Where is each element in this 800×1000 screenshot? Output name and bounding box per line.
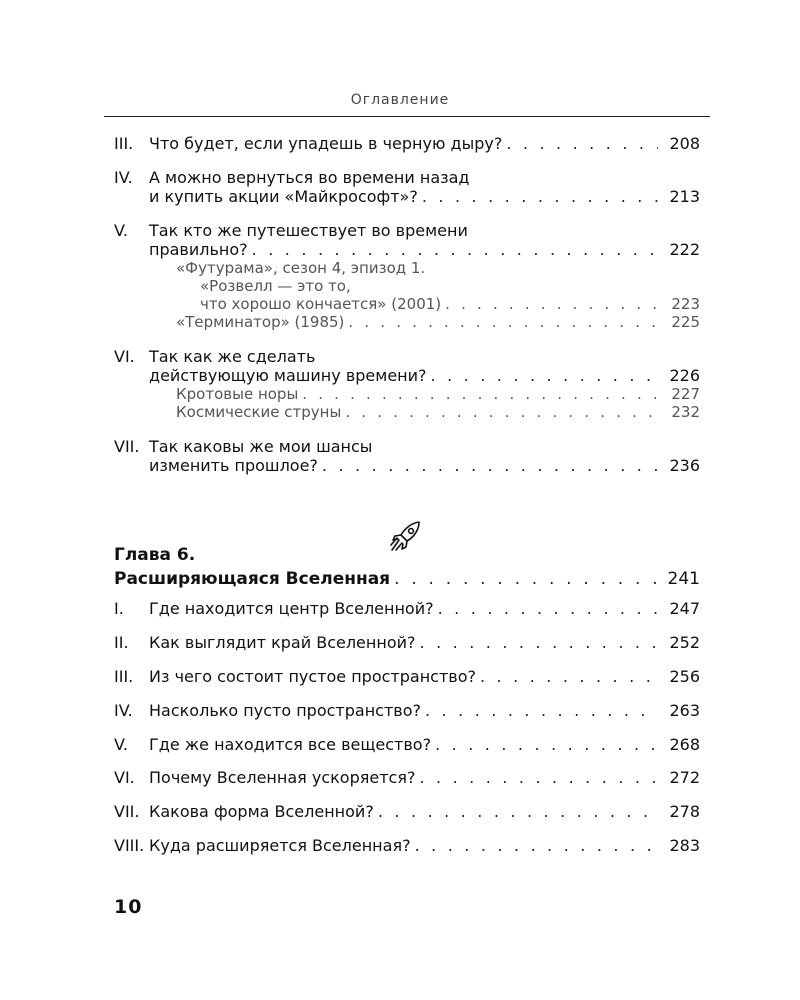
entry-number: II. xyxy=(114,633,129,652)
toc-entry-b-4 xyxy=(114,735,700,754)
entry-title: Почему Вселенная ускоряется? xyxy=(149,768,416,787)
entry-title-cont: изменить прошлое? xyxy=(149,456,318,475)
entry-number: VII. xyxy=(114,802,140,821)
toc-entry-b-6 xyxy=(114,802,700,821)
entry-number: VI. xyxy=(114,768,135,787)
chapter-page: 241 xyxy=(667,569,700,589)
entry-number: VII. xyxy=(114,437,140,456)
entry-title: Как выглядит край Вселенной? xyxy=(149,633,416,652)
chapter-heading xyxy=(114,543,700,591)
entry-page: 283 xyxy=(669,836,700,855)
entry-number: I. xyxy=(114,599,124,618)
entry-number: IV. xyxy=(114,168,133,187)
subentry-title: Кротовые норы xyxy=(176,385,299,403)
running-head: Оглавление xyxy=(350,92,450,108)
entry-number: VI. xyxy=(114,347,135,366)
subentry-title: Космические струны xyxy=(176,403,342,421)
entry-title-cont: правильно? xyxy=(149,240,248,259)
entry-title-cont: действующую машину времени? xyxy=(149,366,427,385)
subentry-page: 225 xyxy=(671,313,700,331)
entry-page: 213 xyxy=(669,187,700,206)
toc-entry-a-4 xyxy=(114,437,700,475)
entry-number: VIII. xyxy=(114,836,145,855)
entry-number: V. xyxy=(114,735,128,754)
entry-number: III. xyxy=(114,667,134,686)
subentry-title-cont: «Розвелл — это то, xyxy=(200,277,351,295)
entry-page: 222 xyxy=(669,240,700,259)
toc-entry-b-5 xyxy=(114,768,700,787)
entry-page: 252 xyxy=(669,633,700,652)
subentry-title-cont: что хорошо кончается» (2001) xyxy=(200,295,442,313)
entry-page: 208 xyxy=(669,134,700,153)
entry-title: Куда расширяется Вселенная? xyxy=(149,836,411,855)
subentry-title: «Футурама», сезон 4, эпизод 1. xyxy=(176,259,426,277)
toc-entry-b-3 xyxy=(114,701,700,720)
entry-title: Что будет, если упадешь в черную дыру? xyxy=(149,134,503,153)
entry-title: Так как же сделать xyxy=(149,347,316,366)
entry-page: 247 xyxy=(669,599,700,618)
subentry-page: 232 xyxy=(671,403,700,421)
entry-title: Так каковы же мои шансы xyxy=(149,437,373,456)
entry-page: 268 xyxy=(669,735,700,754)
subentry-title: «Терминатор» (1985) xyxy=(176,313,345,331)
entry-number: V. xyxy=(114,221,128,240)
entry-page: 236 xyxy=(669,456,700,475)
entry-title: Так кто же путешествует во времени xyxy=(149,221,468,240)
entry-title: Насколько пусто пространство? xyxy=(149,701,421,720)
entry-title: Какова форма Вселенной? xyxy=(149,802,374,821)
entry-title: Где находится центр Вселенной? xyxy=(149,599,434,618)
subentry-page: 227 xyxy=(671,385,700,403)
entry-page: 263 xyxy=(669,701,700,720)
header-rule xyxy=(104,116,710,117)
entry-number: IV. xyxy=(114,701,133,720)
entry-title: Из чего состоит пустое пространство? xyxy=(149,667,476,686)
entry-title: А можно вернуться во времени назад xyxy=(149,168,470,187)
toc-entry-b-7 xyxy=(114,836,700,855)
subentry-page: 223 xyxy=(671,295,700,313)
toc-entry-b-1 xyxy=(114,633,700,652)
entry-page: 278 xyxy=(669,802,700,821)
chapter-title: Расширяющаяся Вселенная xyxy=(114,569,391,589)
entry-page: 256 xyxy=(669,667,700,686)
entry-number: III. xyxy=(114,134,134,153)
toc-entry-b-2 xyxy=(114,667,700,686)
chapter-label: Глава 6. xyxy=(114,545,196,565)
entry-page: 226 xyxy=(669,366,700,385)
toc-entry-a-1 xyxy=(114,168,700,206)
entry-page: 272 xyxy=(669,768,700,787)
toc-entry-a-2 xyxy=(114,221,700,331)
toc-entry-a-3 xyxy=(114,347,700,421)
toc-entry-a-0 xyxy=(114,134,700,153)
toc-entry-b-0 xyxy=(114,599,700,618)
entry-title-cont: и купить акции «Майкрософт»? xyxy=(149,187,418,206)
page-number: 10 xyxy=(114,896,143,918)
entry-title: Где же находится все вещество? xyxy=(149,735,432,754)
